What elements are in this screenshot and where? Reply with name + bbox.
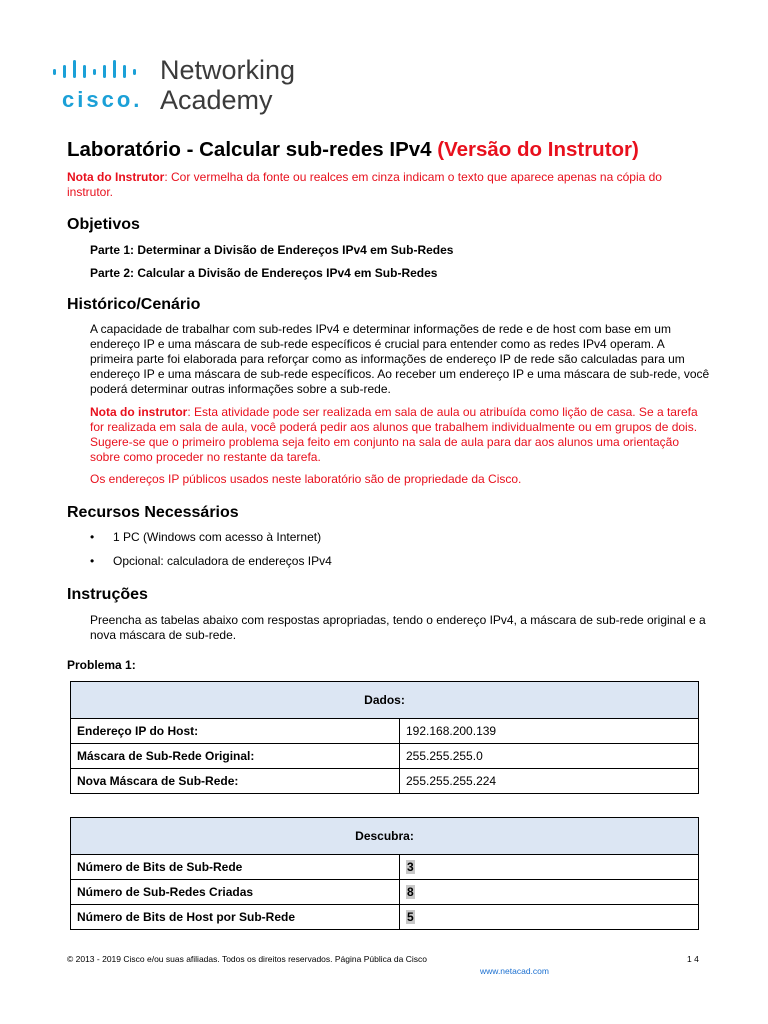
page-title bbox=[67, 138, 639, 162]
objective-part-1: Parte 1: Determinar a Divisão de Endereços IPv4 em Sub-Redes bbox=[90, 243, 454, 257]
instructor-note-text: : Cor vermelha da fonte ou realces em cinza indicam o texto que aparece apenas na cópia do instrutor. bbox=[67, 170, 662, 199]
cisco-bars-icon bbox=[52, 60, 148, 78]
title-instructor-version: (Versão do Instrutor) bbox=[437, 138, 639, 161]
find-row-label: Número de Bits de Host por Sub-Rede bbox=[71, 905, 400, 930]
given-row-label: Endereço IP do Host: bbox=[71, 719, 400, 744]
table-row bbox=[71, 719, 699, 744]
given-row-value: 192.168.200.139 bbox=[400, 719, 699, 744]
footer-copyright: © 2013 - 2019 Cisco e/ou suas afiliadas. Todos os direitos reservados. Página Pública da Cisco bbox=[67, 954, 428, 964]
background-note-text: : Esta atividade pode ser realizada em sala de aula ou atribuída como lição de casa. Se a tarefa for realizada em sala de aula, você poderá pedir aos alunos que trabalhem individualmente ou em grupos de dois. Sugere-se que o primeiro problema seja feito em conjunto na sala de aula para dar aos alunos uma orientação sobre como proceder no restante da tarefa. bbox=[90, 405, 698, 464]
table-row bbox=[71, 744, 699, 769]
find-row-answer: 3 bbox=[407, 860, 414, 874]
find-table-header: Descubra: bbox=[71, 818, 699, 855]
public-ip-note: Os endereços IP públicos usados neste laboratório são de propriedade da Cisco. bbox=[90, 472, 522, 486]
given-table-header: Dados: bbox=[71, 682, 699, 719]
table-row bbox=[71, 855, 699, 880]
objectives-heading: Objetivos bbox=[67, 216, 140, 233]
given-row-label: Máscara de Sub-Rede Original: bbox=[71, 744, 400, 769]
logo-networking-text: Networking bbox=[160, 55, 296, 85]
given-row-value: 255.255.255.224 bbox=[400, 769, 699, 794]
find-row-answer: 8 bbox=[407, 885, 414, 899]
find-row-answer-cell bbox=[400, 880, 699, 905]
table-row bbox=[71, 905, 699, 930]
find-row-answer-cell bbox=[400, 855, 699, 880]
problem-label: Problema 1: bbox=[67, 658, 136, 672]
objective-part-2: Parte 2: Calcular a Divisão de Endereços IPv4 em Sub-Redes bbox=[90, 266, 438, 280]
background-paragraph: A capacidade de trabalhar com sub-redes IPv4 e determinar informações de rede e de host com base em um endereço IP e uma máscara de sub-rede específicos é crucial para entender como as redes IPv4 operam. A primeira parte foi elaborada para reforçar como as informações de endereço IP de rede são calculadas para um endereço IP e uma máscara de sub-rede específicos. Ao receber um endereço IP e uma máscara de sub-rede, você poderá determinar outras informações sobre a sub-rede. bbox=[90, 322, 710, 396]
page-number: 1 4 bbox=[687, 954, 699, 964]
title-main: Laboratório - Calcular sub-redes IPv4 bbox=[67, 138, 432, 161]
background-instructor-note bbox=[90, 405, 710, 465]
instructions-heading: Instruções bbox=[67, 586, 148, 603]
table-row bbox=[71, 880, 699, 905]
resource-item: • 1 PC (Windows com acesso à Internet) bbox=[90, 530, 322, 544]
find-row-label: Número de Sub-Redes Criadas bbox=[71, 880, 400, 905]
table-row bbox=[71, 769, 699, 794]
cisco-networking-academy-logo bbox=[52, 57, 312, 117]
resources-heading: Recursos Necessários bbox=[67, 504, 239, 521]
find-row-answer: 5 bbox=[407, 910, 414, 924]
given-table bbox=[70, 681, 699, 794]
resource-item-text: Opcional: calculadora de endereços IPv4 bbox=[113, 554, 332, 568]
find-row-label: Número de Bits de Sub-Rede bbox=[71, 855, 400, 880]
cisco-wordmark: cisco. bbox=[62, 87, 143, 112]
resource-item-text: 1 PC (Windows com acesso à Internet) bbox=[113, 530, 322, 544]
instructor-note-label: Nota do Instrutor bbox=[67, 170, 165, 184]
background-heading: Histórico/Cenário bbox=[67, 296, 201, 313]
resource-item: • Opcional: calculadora de endereços IPv4 bbox=[90, 554, 332, 568]
logo-academy-text: Academy bbox=[160, 85, 273, 115]
instructions-text: Preencha as tabelas abaixo com respostas apropriadas, tendo o endereço IPv4, a máscara de sub-rede original e a nova máscara de sub-rede. bbox=[90, 613, 706, 642]
footer-link[interactable]: www.netacad.com bbox=[480, 966, 549, 976]
background-note-label: Nota do instrutor bbox=[90, 405, 188, 419]
find-table bbox=[70, 817, 699, 930]
instructor-note bbox=[67, 170, 707, 200]
find-row-answer-cell bbox=[400, 905, 699, 930]
given-row-value: 255.255.255.0 bbox=[400, 744, 699, 769]
given-row-label: Nova Máscara de Sub-Rede: bbox=[71, 769, 400, 794]
